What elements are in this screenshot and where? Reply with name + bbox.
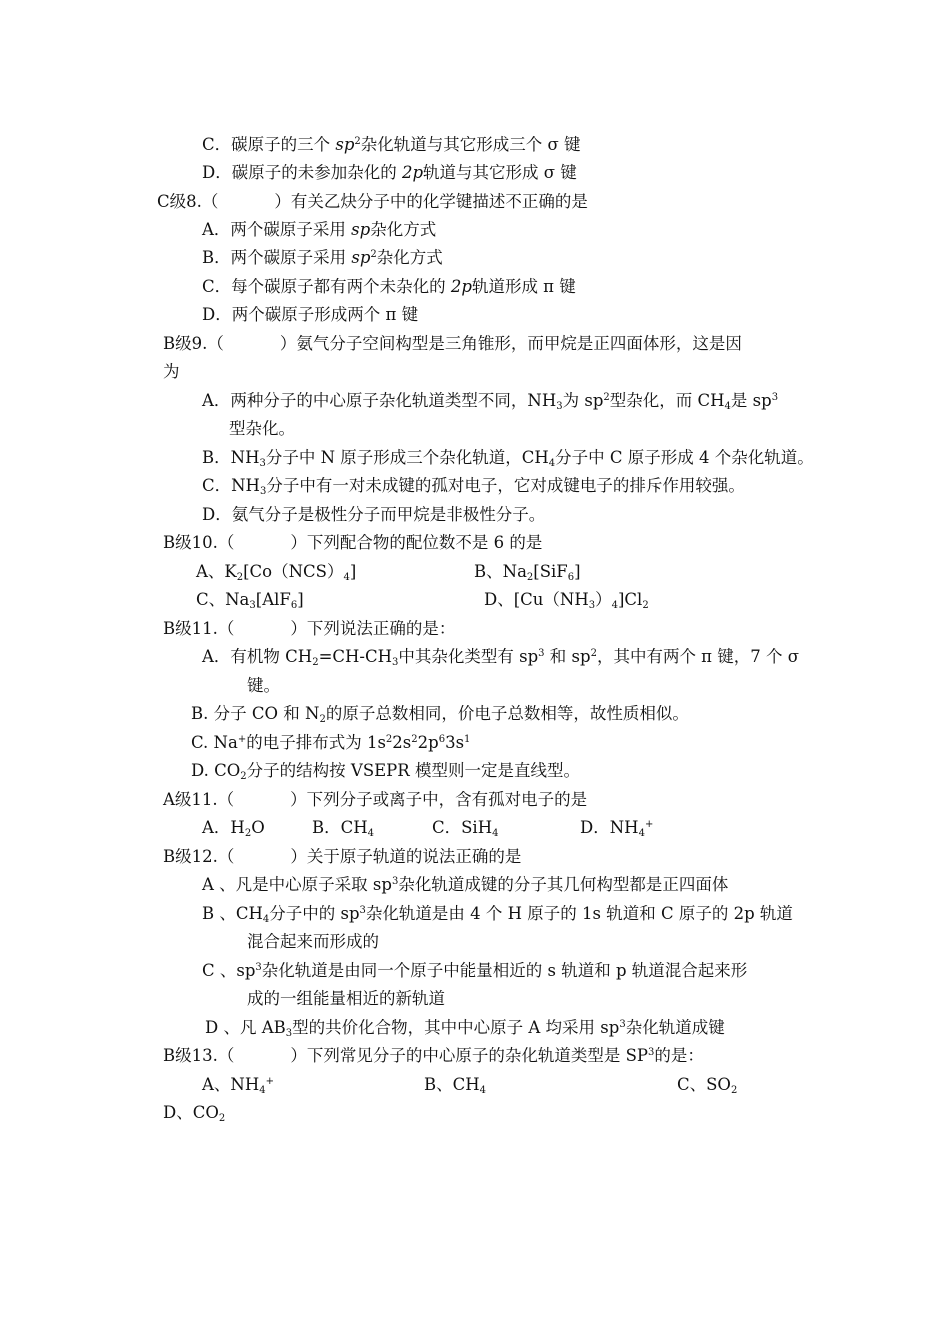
q9-option-b: B．$NH_3$分子中 N 原子形成三个杂化轨道，$CH_4$分子中 C 原子形成 4 个杂化轨道。 [202, 448, 814, 469]
q11b-option-a-cont: 键。 [247, 676, 280, 695]
q11a-option-a: A．$H_2O$ [202, 818, 265, 839]
q7-option-d: D．碳原子的未参加杂化的 2p轨道与其它形成 σ 键 [202, 163, 577, 182]
q9-stem: B级9.（ ）氨气分子空间构型是三角锥形，而甲烷是正四面体形，这是因 [163, 334, 742, 353]
q12-option-b-cont: 混合起来而形成的 [247, 932, 379, 951]
q10-stem: B级10.（ ）下列配合物的配位数不是 6 的是 [163, 533, 543, 552]
q11b-option-a: A．有机物 $CH_2=CH-CH_3$中其杂化类型有 $sp^3$ 和 $sp^2$，其中有两个 π 键，7 个 σ [202, 647, 800, 668]
q9-option-a: A．两种分子的中心原子杂化轨道类型不同，$NH_3$为 $sp^2$型杂化，而 $CH_4$是 $sp^3$ [202, 391, 779, 412]
q11a-option-b: B．$CH_4$ [312, 818, 375, 839]
q12-option-c: C 、$sp^3$杂化轨道是由同一个原子中能量相近的 s 轨道和 p 轨道混合起来形 [202, 961, 748, 980]
q13-option-d: D、$CO_2$ [163, 1103, 226, 1124]
q11a-stem: A级11.（ ）下列分子或离子中，含有孤对电子的是 [163, 790, 588, 809]
q9-option-d: D．氨气分子是极性分子而甲烷是非极性分子。 [202, 505, 546, 524]
q8-stem: C级8.（ ）有关乙炔分子中的化学键描述不正确的是 [157, 192, 588, 211]
q8-option-d: D．两个碳原子形成两个 π 键 [202, 305, 419, 324]
q12-option-b: B 、$CH_4$分子中的 $sp^3$杂化轨道是由 4 个 H 原子的 1s 轨道和 C 原子的 2p 轨道 [202, 904, 793, 925]
q12-option-c-cont: 成的一组能量相近的新轨道 [247, 989, 445, 1008]
q10-option-a: A、$K_2[Co(NCS)_4]$ [196, 562, 357, 583]
q10-option-c: C、$Na_3[AlF_6]$ [196, 590, 304, 611]
q13-stem: B级13.（ ）下列常见分子的中心原子的杂化轨道类型是 $SP^3$的是： [163, 1046, 704, 1065]
q11b-option-d: D. $CO_2$分子的结构按 VSEPR 模型则一定是直线型。 [191, 761, 580, 782]
q8-option-b: B．两个碳原子采用 $sp^2$杂化方式 [202, 248, 443, 267]
q10-option-b: B、$Na_2[SiF_6]$ [474, 562, 581, 583]
q9-option-c: C．$NH_3$分子中有一对未成键的孤对电子，它对成键电子的排斥作用较强。 [202, 476, 745, 497]
q11b-stem: B级11.（ ）下列说法正确的是： [163, 619, 456, 638]
q12-stem: B级12.（ ）关于原子轨道的说法正确的是 [163, 847, 522, 866]
q10-option-d: D、$[Cu(NH_3)_4]Cl_2$ [484, 590, 649, 611]
q12-option-a: A 、凡是中心原子采取 $sp^3$杂化轨道成键的分子其几何构型都是正四面体 [202, 875, 729, 894]
q13-option-b: B、$CH_4$ [424, 1075, 487, 1096]
q8-option-c: C．每个碳原子都有两个未杂化的 2p轨道形成 π 键 [202, 277, 576, 296]
q11a-option-c: C．SiH$_4$ [432, 818, 499, 839]
q11b-option-c: C. Na+的电子排布式为 $1s^22s^22p^63s^1$ [191, 733, 471, 752]
q11b-option-b: B. 分子 CO 和 $N_2$的原子总数相同，价电子总数相等，故性质相似。 [191, 704, 689, 725]
q13-option-a: A、$NH_4^+$ [202, 1075, 275, 1096]
q8-option-a: A．两个碳原子采用 sp杂化方式 [202, 220, 437, 239]
q7-option-c: C．碳原子的三个 $sp^2$杂化轨道与其它形成三个 σ 键 [202, 135, 581, 154]
q9-option-a-cont: 型杂化。 [229, 419, 295, 438]
q11a-option-d: D．$NH_4^+$ [580, 818, 654, 839]
q9-stem-cont: 为 [163, 362, 180, 381]
q13-option-c: C、$SO_2$ [677, 1075, 738, 1096]
q12-option-d: D 、凡 $AB_3$型的共价化合物，其中中心原子 A 均采用 $sp^3$杂化轨道成键 [205, 1018, 725, 1039]
